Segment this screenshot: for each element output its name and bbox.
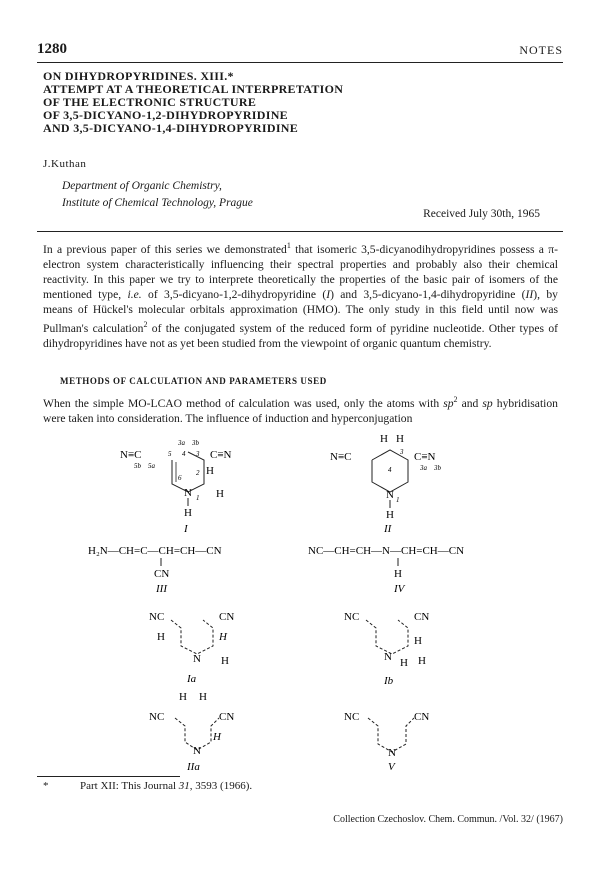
affiliation-line: Department of Organic Chemistry, <box>62 180 222 192</box>
atom-number: 1 <box>196 494 200 502</box>
article-title <box>43 70 343 135</box>
atom-number: 4 <box>182 450 186 458</box>
atom-H: H <box>213 731 221 743</box>
header-rule <box>37 62 563 63</box>
compound-label: Ia <box>187 673 197 684</box>
atom-H: H <box>206 465 214 477</box>
received-date: Received July 30th, 1965 <box>423 208 540 220</box>
intro-text: that isomeric 3,5-dicyanodihydropyridines possess a π-electron system characteristically influencing their spectral properties and probably also their chemical reactivity. In this paper we try to interprete theoretically the properties of the basic pair of isomers of the mentioned type, <box>43 242 558 301</box>
group-CN: CN <box>414 611 430 623</box>
affiliation-line: Institute of Chemical Technology, Prague <box>62 197 253 209</box>
footnote-text-part: Part XII: This Journal <box>80 780 179 792</box>
separator-rule <box>37 231 563 232</box>
atom-N: N <box>193 745 201 757</box>
atom-number: 1 <box>396 496 400 504</box>
ring-bond <box>171 620 213 654</box>
cyano-group-left: N≡C <box>120 449 142 461</box>
structure-I <box>120 434 290 534</box>
methods-text: When the simple MO-LCAO method of calculation was used, only the atoms with <box>43 396 444 410</box>
structure-IV <box>300 540 510 596</box>
compound-label: V <box>388 761 395 772</box>
ref-mark: 1 <box>286 241 291 250</box>
cyano-group-right: C≡N <box>210 449 232 461</box>
title-line: ON DIHYDROPYRIDINES. XIII.* <box>43 69 234 83</box>
cyano-group-right: C≡N <box>414 451 436 463</box>
journal-reference: Collection Czechoslov. Chem. Commun. /Vol. 32/ (1967) <box>333 814 563 825</box>
footnote-marker: * <box>43 780 49 792</box>
atom-N: N <box>193 653 201 665</box>
group-NC: NC <box>344 611 360 623</box>
atom-H: H <box>414 635 422 647</box>
cyano-group-left: N≡C <box>330 451 352 463</box>
atom-H: H <box>380 433 388 445</box>
atom-number: 5 <box>168 450 172 458</box>
intro-text: i.e. <box>127 287 142 301</box>
substituent-label: 3a <box>420 464 427 472</box>
footnote-text-part: , 3593 (1966). <box>189 780 253 792</box>
group-NC: NC <box>149 711 165 723</box>
atom-number: 6 <box>178 474 182 482</box>
methods-text: sp <box>443 396 454 410</box>
atom-H: H <box>396 433 404 445</box>
group-NC: NC <box>149 611 165 623</box>
atom-number: 2 <box>196 469 200 477</box>
atom-N: N <box>388 747 396 759</box>
atom-H: H <box>179 691 187 703</box>
atom-H: H <box>400 657 408 669</box>
title-line: ATTEMPT AT A THEORETICAL INTERPRETATION <box>43 82 344 96</box>
title-line: OF THE ELECTRONIC STRUCTURE <box>43 95 257 109</box>
intro-text: ) and 3,5-dicyano-1,4-dihydropyridine ( <box>330 287 526 301</box>
ring-bond <box>366 620 408 654</box>
page-number: 1280 <box>37 41 67 57</box>
title-line: AND 3,5-DICYANO-1,4-DIHYDROPYRIDINE <box>43 121 299 135</box>
atom-N: N <box>184 487 192 499</box>
atom-number: 3 <box>400 448 404 456</box>
footnote-rule <box>37 776 180 777</box>
atom-H: H <box>199 691 207 703</box>
atom-number: 3 <box>196 450 200 458</box>
intro-text: ), by means of Hückel's molecular orbitals approximation (HMO). The only study in this field until now was Pullman's calculation <box>43 287 558 335</box>
methods-text: sp <box>482 396 493 410</box>
atom-H: H <box>219 631 227 643</box>
substituent-label: 5b <box>134 462 141 470</box>
section-name: NOTES <box>519 43 563 57</box>
intro-paragraph <box>43 238 558 351</box>
atom-H: H <box>418 655 426 667</box>
structure-V <box>340 700 450 772</box>
footnote-volume: 31 <box>178 780 190 792</box>
compound-ref: I <box>326 287 331 301</box>
structure-Ib <box>340 604 450 686</box>
title-line: OF 3,5-DICYANO-1,2-DIHYDROPYRIDINE <box>43 108 288 122</box>
atom-N: N <box>384 651 392 663</box>
substituent-label: 3b <box>434 464 441 472</box>
group-CN: CN <box>414 711 430 723</box>
compound-label: I <box>184 523 188 534</box>
structure-II <box>330 430 480 534</box>
atom-H: H <box>216 488 224 500</box>
running-header <box>37 41 563 61</box>
group-CN: CN <box>219 711 235 723</box>
substituent-label: 3a <box>178 439 185 447</box>
methods-text: 2 <box>453 395 458 404</box>
affiliation <box>62 178 253 212</box>
methods-heading: METHODS OF CALCULATION AND PARAMETERS USED <box>60 376 327 386</box>
branch-group: CN <box>154 568 170 580</box>
methods-text: and <box>457 396 483 410</box>
chain-formula: NC—CH=CH—N—CH=CH—CN <box>308 545 465 557</box>
substituent-label: 5a <box>148 462 155 470</box>
intro-text: of the conjugated system of the reduced form of pyridine nucleotide. Other types of dihydropyridines have not as yet been studied from the viewpoint of organic quantum chemistry. <box>43 321 558 350</box>
compound-label: II <box>384 523 392 534</box>
footnote-text <box>80 780 252 792</box>
compound-label: IIa <box>187 761 200 772</box>
atom-H: H <box>157 631 165 643</box>
atom-H: H <box>221 655 229 667</box>
atom-H: H <box>386 509 394 521</box>
atom-H: H <box>184 507 192 519</box>
compound-label: IV <box>394 583 405 595</box>
group-CN: CN <box>219 611 235 623</box>
methods-paragraph <box>43 392 558 426</box>
ref-mark: 2 <box>143 319 148 329</box>
compound-label: Ib <box>384 675 394 686</box>
structure-Ia <box>145 604 255 684</box>
atom-number: 4 <box>388 466 392 474</box>
structure-III <box>60 540 270 596</box>
compound-ref: II <box>525 287 534 301</box>
compound-label: III <box>156 583 167 595</box>
intro-text: of 3,5-dicyano-1,2-dihydropyridine ( <box>141 287 327 301</box>
structure-IIa <box>145 688 255 772</box>
group-NC: NC <box>344 711 360 723</box>
branch-group: H <box>394 568 402 580</box>
atom-N: N <box>386 489 394 501</box>
methods-text: hybridisation were taken into consideration. The influence of induction and hyperconjugation <box>43 396 558 425</box>
author: J.Kuthan <box>43 158 87 170</box>
intro-text: In a previous paper of this series we demonstrated <box>43 242 287 256</box>
substituent-label: 3b <box>192 439 199 447</box>
chain-formula: H₂N—CH=C—CH=CH—CN <box>88 545 222 557</box>
